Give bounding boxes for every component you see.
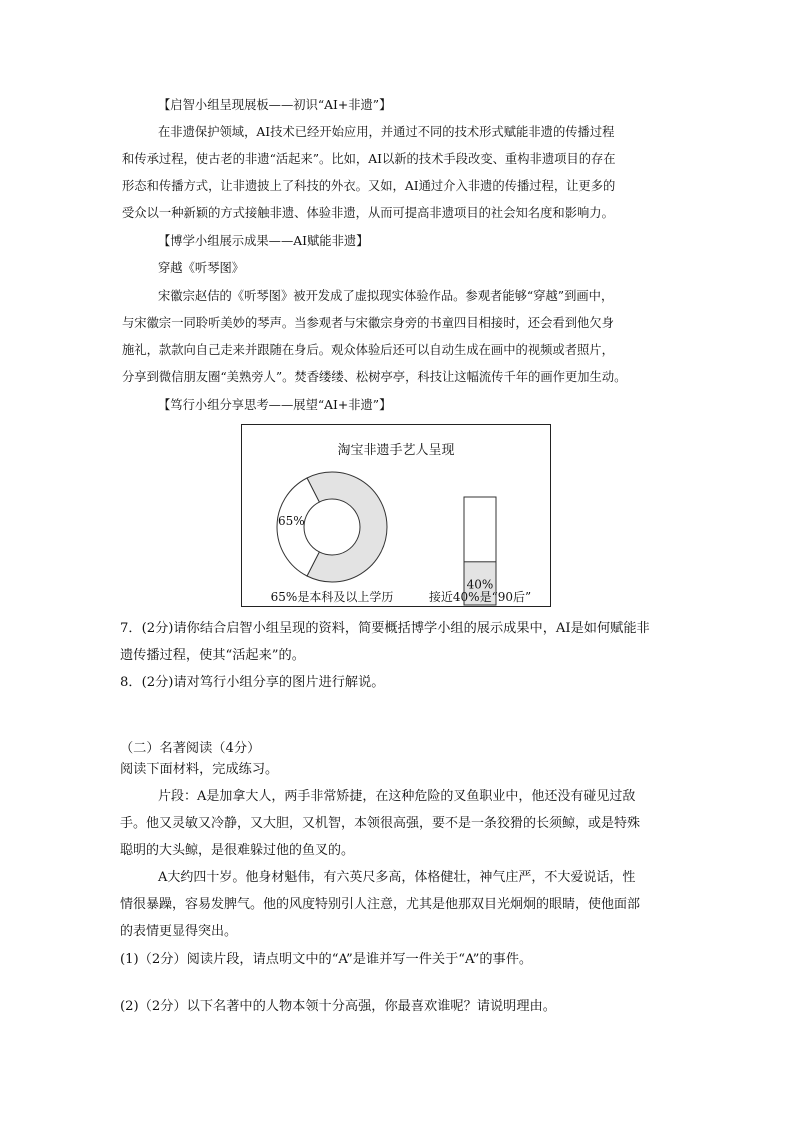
para-boxue-line3: 施礼，款款向自己走来并跟随在身后。观众体验后还可以自动生成在画中的视频或者照片，: [122, 343, 614, 357]
excerpt-para1-line1: 片段：A是加拿大人，两手非常矫捷，在这种危险的叉鱼职业中，他还没有碰见过敌: [158, 789, 636, 804]
para-qizhi-line1: 在非遗保护领域，AI技术已经开始应用，并通过不同的技术形式赋能非遗的传播过程: [158, 125, 615, 139]
para-qizhi-line4: 受众以一种新颖的方式接触非遗、体验非遗，从而可提高非遗项目的社会知名度和影响力。: [122, 206, 614, 220]
para-boxue-line1: 宋徽宗赵佶的《听琴图》被开发成了虚拟现实体验作品。参观者能够“穿越”到画中，: [158, 289, 614, 303]
excerpt-para2-line1: A大约四十岁。他身材魁伟，有六英尺多高，体格健壮，神气庄严，不大爱说话，性: [158, 870, 636, 885]
section2-instruction: 阅读下面材料，完成练习。: [120, 762, 279, 777]
excerpt-para2-line2: 情很暴躁，容易发脾气。他的风度特别引人注意，尤其是他那双目光炯炯的眼睛，使他面部: [120, 897, 641, 912]
chart-svg: [242, 425, 550, 606]
heading-qizhi: 【启智小组呈现展板——初识“AI+非遗”】: [158, 98, 392, 112]
bar-caption: 接近40%是“90后”: [428, 590, 532, 604]
subtitle-tingqintu: 穿越《听琴图》: [158, 261, 245, 275]
infographic-figure: [241, 424, 551, 607]
question-7-line1: 7．(2分)请你结合启智小组呈现的资料，简要概括博学小组的展示成果中，AI是如何赋能非: [120, 621, 650, 636]
question-8: 8．(2分)请对笃行小组分享的图片进行解说。: [120, 675, 385, 690]
heading-duxing: 【笃行小组分享思考——展望“AI+非遗”】: [158, 398, 392, 412]
bar-label: 40%: [466, 577, 494, 592]
excerpt-para1-line2: 手。他又灵敏又冷静，又大胆，又机智，本领很高强，要不是一条狡猾的长须鲸，或是特殊: [120, 816, 641, 831]
donut-caption: 65%是本科及以上学历: [270, 590, 394, 604]
donut-slice-65: [307, 472, 387, 582]
para-boxue-line2: 与宋徽宗一同聆听美妙的琴声。当参观者与宋徽宗身旁的书童四目相接时，还会看到他欠身: [122, 316, 614, 330]
excerpt-para2-line3: 的表情更显得突出。: [120, 924, 238, 939]
question-7-line2: 遗传播过程，使其“活起来”的。: [120, 648, 305, 663]
chart-title: 淘宝非遗手艺人呈现: [337, 443, 455, 458]
para-boxue-line4: 分享到微信朋友圈“美熟旁人”。焚香缕缕、松树亭亭，科技让这幅流传千年的画作更加生动。: [122, 370, 627, 384]
excerpt-para1-line3: 聪明的大头鲸，是很难躲过他的鱼叉的。: [120, 843, 355, 858]
donut-label: 65%: [278, 514, 305, 528]
para-qizhi-line3: 形态和传播方式，让非遗披上了科技的外衣。又如，AI通过介入非遗的传播过程，让更多的: [122, 179, 616, 193]
heading-boxue: 【博学小组展示成果——AI赋能非遗】: [158, 234, 369, 248]
section2-title: （二）名著阅读（4分）: [120, 741, 261, 756]
para-qizhi-line2: 和传承过程，使古老的非遗“活起来”。比如，AI以新的技术手段改变、重构非遗项目的存在: [122, 152, 616, 166]
reading-question-1: (1)（2分）阅读片段，请点明文中的“A”是谁并写一件关于“A”的事件。: [120, 952, 533, 967]
reading-question-2: (2)（2分）以下名著中的人物本领十分高强，你最喜欢谁呢？请说明理由。: [120, 999, 556, 1014]
